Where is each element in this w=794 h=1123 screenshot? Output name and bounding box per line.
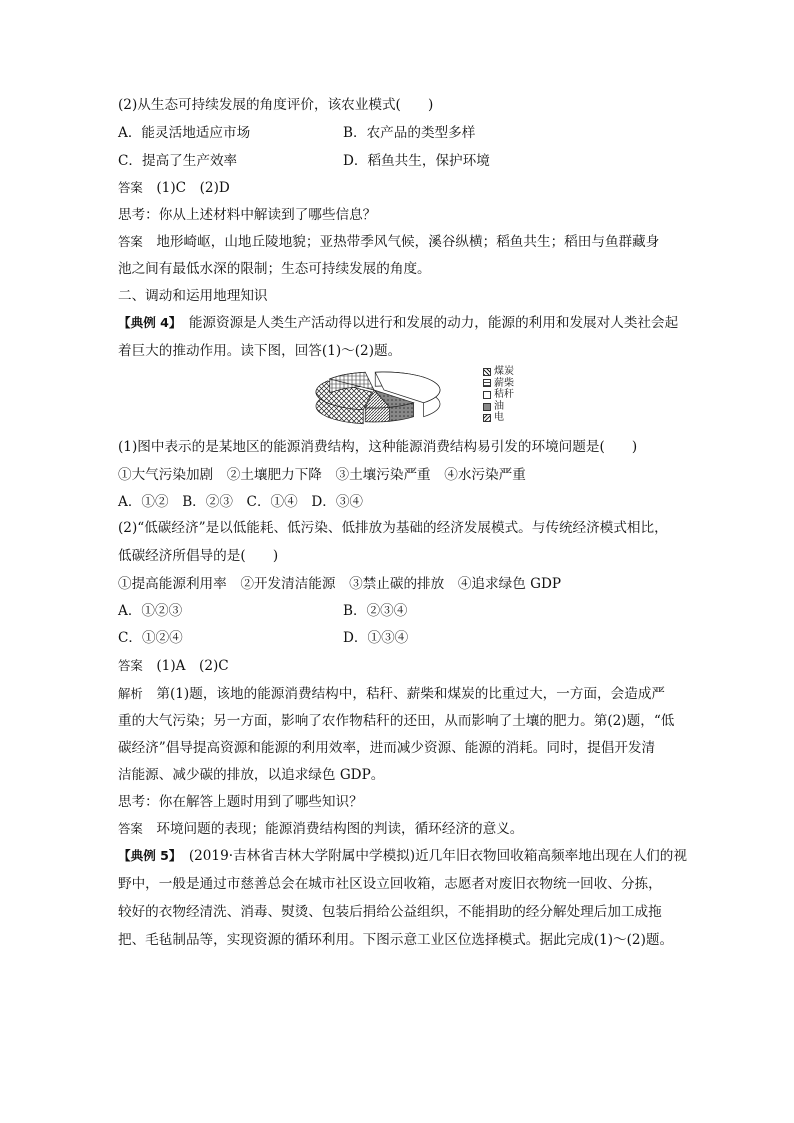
legend-label: 薪柴 [494, 377, 514, 389]
legend-label: 油 [494, 400, 504, 412]
legend-swatch [483, 368, 491, 376]
q4-2-options-row2 [118, 628, 409, 648]
q2-options-row2 [118, 151, 490, 171]
example-5-line4: 把、毛毡制品等，实现资源的循环利用。下图示意工业区位选择模式。据此完成(1)～(2)题。 [118, 932, 674, 948]
think-1-question: 思考：你从上述材料中解读到了哪些信息？ [118, 207, 377, 223]
q2-options-row1 [118, 123, 476, 143]
analysis-label: 解析 [118, 686, 143, 701]
legend-item-coal [483, 366, 514, 378]
q4-2-options-row1 [118, 601, 408, 621]
q4-1-choices: A．①② B．②③ C．①④ D．③④ [118, 494, 364, 510]
think-1-answer-line1 [118, 232, 659, 252]
q4-2-option-b: B．②③④ [343, 603, 408, 619]
q2-option-a: A．能灵活地适应市场 [118, 125, 251, 141]
q4-2-statements: ①提高能源利用率 ②开发清洁能源 ③禁止碳的排放 ④追求绿色 GDP [118, 576, 562, 592]
answer-text: (1)A (2)C [156, 658, 229, 674]
analysis-line3: 碳经济”倡导提高资源和能源的利用效率，进而减少资源、能源的消耗。同时，提倡开发清 [118, 740, 656, 756]
q2-stem: (2)从生态可持续发展的角度评价，该农业模式( ) [118, 97, 434, 113]
q4-2-option-d: D．①③④ [343, 630, 409, 646]
legend-label: 电 [494, 412, 504, 424]
analysis-line2: 重的大气污染；另一方面，影响了农作物秸秆的还田，从而影响了土壤的肥力。第(2)题，“低 [118, 713, 675, 729]
legend-label: 煤炭 [494, 366, 514, 377]
slice-electricity-side [365, 407, 389, 422]
answer-1 [118, 178, 230, 198]
answer-label: 答案 [118, 821, 143, 836]
analysis-line1 [118, 684, 665, 704]
answer-2 [118, 656, 229, 676]
q2-option-c: C．提高了生产效率 [118, 153, 238, 169]
legend-item-firewood [483, 378, 514, 390]
example-5-line2: 野中，一般是通过市慈善总会在城市社区设立回收箱，志愿者对废旧衣物统一回收、分拣， [118, 876, 662, 892]
example-4-text: 能源资源是人类生产活动得以进行和发展的动力，能源的利用和发展对人类社会起 [188, 315, 679, 331]
example-4-line1 [118, 313, 678, 333]
analysis-line4: 洁能源、减少碳的排放，以追求绿色 GDP。 [118, 767, 385, 783]
answer-label: 答案 [118, 180, 143, 195]
example-5-text: (2019·吉林省吉林大学附属中学模拟)近几年旧衣物回收箱高频率地出现在人们的视 [188, 848, 687, 864]
q4-2-option-a: A．①②③ [118, 603, 183, 619]
q4-1-stem: (1)图中表示的是某地区的能源消费结构，这种能源消费结构易引发的环境问题是( ) [118, 439, 638, 455]
legend-item-electricity [483, 412, 514, 424]
answer-text: (1)C (2)D [156, 180, 230, 196]
legend-item-oil [483, 401, 514, 413]
legend-swatch [483, 403, 491, 411]
energy-pie-chart [314, 366, 484, 428]
chart-legend [483, 366, 514, 424]
legend-item-straw [483, 389, 514, 401]
legend-label: 秸秆 [494, 389, 514, 401]
example-5-line3: 较好的衣物经清洗、消毒、熨烫、包装后捐给公益组织，不能捐助的经分解处理后加工成拖 [118, 904, 662, 920]
example-4-tag: 【典例 4】 [118, 315, 176, 330]
legend-swatch [483, 391, 491, 399]
think-2-answer [118, 819, 523, 839]
section-heading: 二、调动和运用地理知识 [118, 288, 268, 304]
q4-2-option-c: C．①②④ [118, 630, 183, 646]
analysis-text: 第(1)题，该地的能源消费结构中，秸秆、薪柴和煤炭的比重过大，一方面，会造成严 [156, 686, 666, 702]
think-2-answer-text: 环境问题的表现；能源消费结构图的判读，循环经济的意义。 [156, 821, 524, 837]
answer-label: 答案 [118, 658, 143, 673]
think-1-answer-line2: 池之间有最低水深的限制；生态可持续发展的角度。 [118, 261, 431, 277]
legend-swatch [483, 414, 491, 422]
think-2-question: 思考：你在解答上题时用到了哪些知识？ [118, 794, 363, 810]
example-5-line1 [118, 846, 687, 866]
q2-option-b: B．农产品的类型多样 [343, 125, 476, 141]
q2-option-d: D．稻鱼共生，保护环境 [343, 153, 490, 169]
q4-1-statements: ①大气污染加剧 ②土壤肥力下降 ③土壤污染严重 ④水污染严重 [118, 467, 526, 483]
q4-2-stem-line2: 低碳经济所倡导的是( ) [118, 548, 279, 564]
example-5-tag: 【典例 5】 [118, 848, 176, 863]
legend-swatch [483, 379, 491, 387]
think-1-answer-text: 地形崎岖，山地丘陵地貌；亚热带季风气候，溪谷纵横；稻鱼共生；稻田与鱼群藏身 [156, 234, 660, 250]
answer-label: 答案 [118, 234, 143, 249]
example-4-line2: 着巨大的推动作用。读下图，回答(1)～(2)题。 [118, 343, 402, 359]
q4-2-stem-line1: (2)“低碳经济”是以低能耗、低污染、低排放为基础的经济发展模式。与传统经济模式相比， [118, 520, 668, 536]
